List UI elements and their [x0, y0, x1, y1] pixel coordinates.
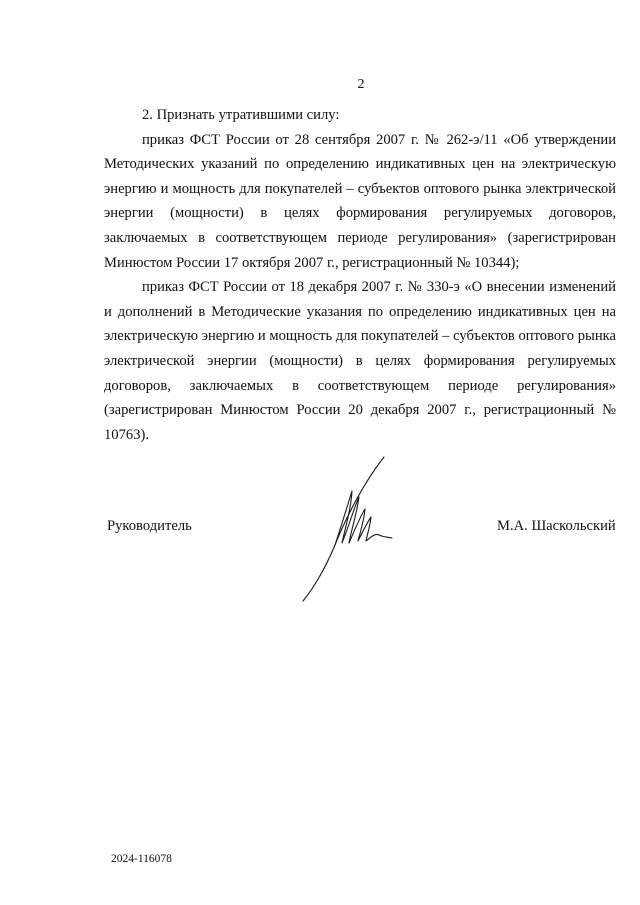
page-number: 2	[357, 77, 365, 92]
document-body	[104, 103, 616, 447]
signer-name: М.А. Шаскольский	[497, 518, 616, 534]
paragraph-item-2: 2. Признать утратившими силу:	[142, 107, 340, 123]
handwritten-signature	[295, 453, 405, 605]
paragraph-order-262: приказ ФСТ России от 28 сентября 2007 г. № 262-э/11 «Об утверждении Методических указаний по определению индикативных цен на электрическую энергию и мощность для покупателей – субъектов оптового рынка электрической энергии (мощности) в целях формирования регулируемых договоров, заключаемых в соответствующем периоде регулирования» (зарегистрирован Минюстом России 17 октября 2007 г., регистрационный № 10344);	[104, 131, 616, 271]
paragraph-order-330: приказ ФСТ России от 18 декабря 2007 г. № 330-э «О внесении изменений и дополнений в Методические указания по определению индикативных цен на электрическую энергию и мощность для покупателей – субъектов оптового рынка электрической энергии (мощности) в целях формирования регулируемых договоров, заключаемых в соответствующем периоде регулирования» (зарегистрирован Минюстом России 20 декабря 2007 г., регистрационный № 10763).	[104, 279, 616, 443]
document-registration-number: 2024-116078	[111, 853, 172, 865]
position-title: Руководитель	[107, 518, 192, 534]
